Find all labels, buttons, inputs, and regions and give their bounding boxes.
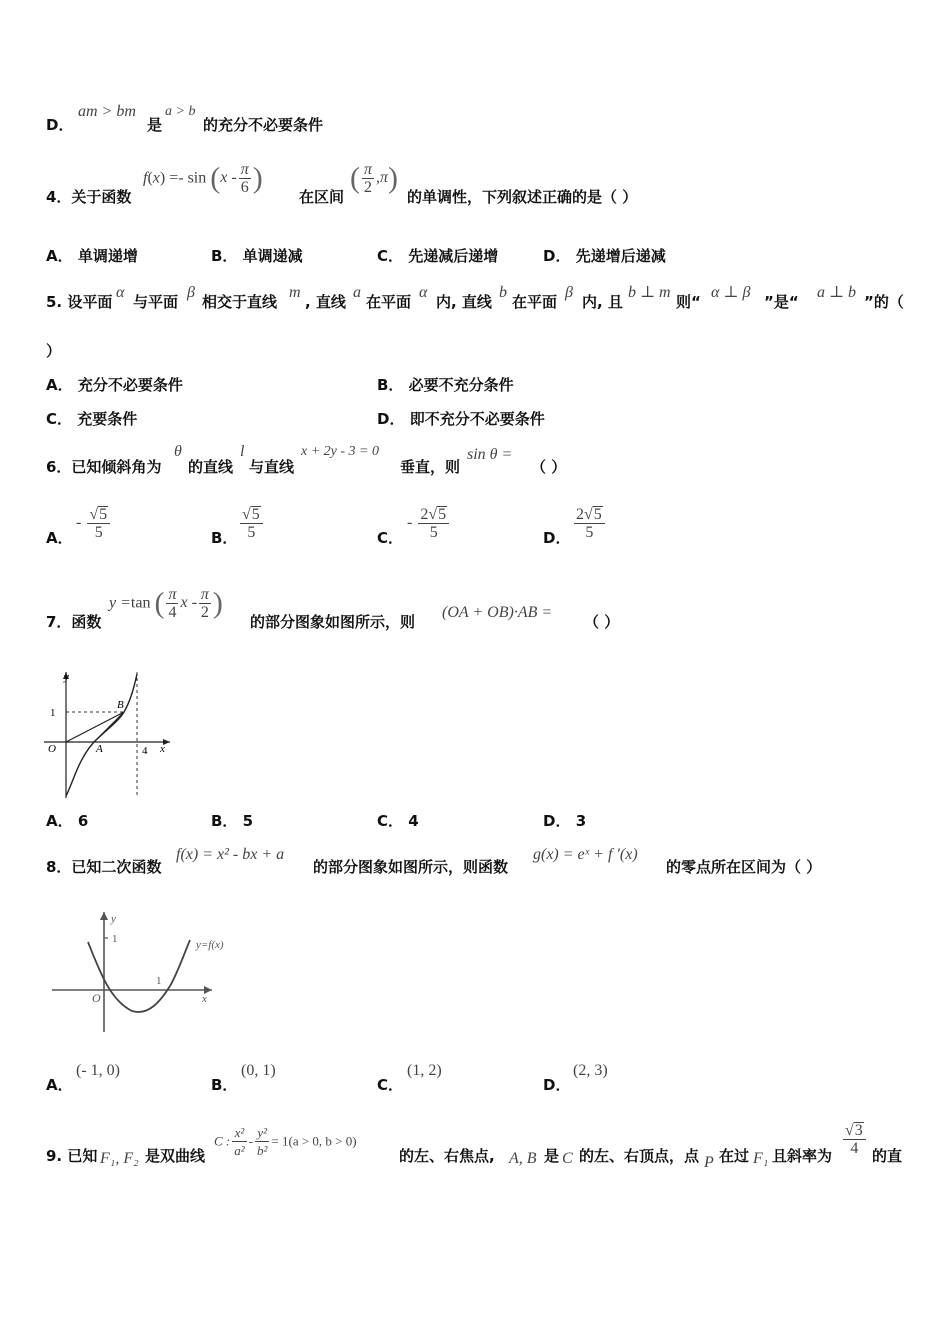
q5-option-b: B． 必要不充分条件	[377, 376, 514, 394]
q9-hyperbola: C : $\frac{\text{x²}}{\text{a²}}$ - $\frac{\text{y²}}{\text{b²}}$ = 1(a > 0, b > 0)	[214, 1125, 357, 1158]
q7-option-c: C． 4	[377, 812, 419, 830]
q9-p1: 9. 已知	[46, 1147, 98, 1165]
q5-close-paren: ）	[46, 342, 62, 360]
q8-label-x: x	[202, 993, 207, 1005]
q4-option-b: B． 单调递减	[211, 247, 303, 265]
q5-p1: 5. 设平面	[46, 293, 113, 311]
q7-vector-expr: (OA + OB)·AB =	[442, 604, 553, 621]
q6-theta: θ	[174, 443, 182, 460]
q8-option-d-value: (2, 3)	[573, 1062, 608, 1079]
q5-alpha-perp-beta: α ⊥ β	[711, 284, 751, 301]
q8-option-d-label: D．	[543, 1076, 571, 1094]
q5-a-perp-b: a ⊥ b	[817, 284, 857, 301]
q7-p2: 的部分图象如图所示，则	[250, 613, 416, 631]
q7-function: y =tan ( $\frac{\pi}{4}$ x - $\frac{\pi}{2}$ )	[109, 586, 223, 621]
q5-alpha-2: α	[419, 284, 428, 301]
q6-line-eq: x + 2y - 3 = 0	[301, 444, 379, 459]
q8-option-b-label: B．	[211, 1076, 238, 1094]
q8-label-y: y	[111, 913, 116, 925]
q4-option-a: A． 单调递增	[46, 247, 138, 265]
q4-stem-c: 的单调性，下列叙述正确的是（ ）	[407, 188, 638, 206]
q4-stem-b: 在区间	[299, 188, 345, 206]
q7-label-a: A	[96, 743, 103, 755]
q9-p5: 的左、右顶点，点	[579, 1147, 700, 1165]
q9-p4: 是	[544, 1147, 560, 1165]
q8-option-a-value: (- 1, 0)	[76, 1062, 120, 1079]
q5-option-c: C． 充要条件	[46, 410, 138, 428]
q5-p2: 与平面	[133, 293, 179, 311]
q6-p1: 6．已知倾斜角为	[46, 458, 162, 476]
q5-option-a: A． 充分不必要条件	[46, 376, 183, 394]
q8-option-b-value: (0, 1)	[241, 1062, 276, 1079]
q4-stem-a: 4．关于函数	[46, 188, 132, 206]
q9-p: P	[704, 1154, 714, 1171]
q5-alpha: α	[116, 284, 125, 301]
q6-p2: 的直线	[188, 458, 234, 476]
q7-label-1: 1	[50, 707, 56, 719]
q6-option-a-value: - $\frac{√5}{5}$	[76, 506, 112, 541]
q5-p5: 在平面	[366, 293, 412, 311]
q7-label-b: B	[117, 699, 124, 711]
q9-c: C	[562, 1150, 573, 1167]
q6-option-a-label: A．	[46, 529, 73, 547]
q9-p6: 在过	[719, 1147, 750, 1165]
q4-option-d: D． 先递增后递减	[543, 247, 666, 265]
q7-segment-ab	[94, 712, 124, 742]
q9-f1f2: F₁, F₂	[100, 1150, 139, 1167]
q7-graph	[44, 668, 174, 800]
q7-p3: （ ）	[584, 613, 620, 631]
q8-label-o: O	[92, 991, 101, 1005]
q8-y-arrow	[100, 912, 108, 920]
q7-option-d: D． 3	[543, 812, 587, 830]
q5-p11: ”的（	[864, 293, 904, 311]
q3-d-math2: a > b	[165, 104, 196, 119]
q4-function: f(x) =- sin (x - $\frac{\pi}{6}$ )	[143, 161, 263, 196]
q6-option-b-value: $\frac{√5}{5}$	[238, 506, 265, 541]
q5-p4: , 直线	[305, 293, 346, 311]
q8-label-1-y: 1	[112, 933, 118, 945]
q6-l: l	[240, 443, 245, 460]
q7-option-a: A． 6	[46, 812, 89, 830]
q9-slope: $\frac{√3}{4}$	[841, 1122, 868, 1157]
q7-p1: 7．函数	[46, 613, 102, 631]
q8-p3: 的零点所在区间为（ ）	[666, 858, 822, 876]
q5-beta: β	[187, 284, 195, 301]
q7-label-4: 4	[142, 745, 148, 757]
q9-ab: A, B	[509, 1150, 537, 1167]
q5-p6: 内, 直线	[436, 293, 492, 311]
q5-option-d: D． 即不充分不必要条件	[377, 410, 545, 428]
q8-option-c-value: (1, 2)	[407, 1062, 442, 1079]
q8-option-c-label: C．	[377, 1076, 404, 1094]
q8-option-a-label: A．	[46, 1076, 73, 1094]
q5-p10: ”是“	[764, 293, 799, 311]
q4-option-c: C． 先递减后递增	[377, 247, 499, 265]
q6-option-d-label: D．	[543, 529, 571, 547]
q5-beta-2: β	[565, 284, 573, 301]
q3-d-text: 的充分不必要条件	[203, 116, 324, 134]
q9-f1: F₁	[753, 1150, 769, 1167]
q8-graph	[48, 906, 248, 1036]
q4-interval: ( $\frac{\pi}{2}$ ,π)	[350, 161, 399, 196]
q6-sin-theta: sin θ =	[467, 446, 513, 463]
q6-p5: （ ）	[531, 458, 567, 476]
q8-p1: 8．已知二次函数	[46, 858, 162, 876]
q5-p7: 在平面	[512, 293, 558, 311]
q9-p7: 且斜率为	[772, 1147, 833, 1165]
q9-p3: 的左、右焦点,	[399, 1147, 495, 1165]
q6-option-b-label: B．	[211, 529, 238, 547]
q5-b-perp-m: b ⊥ m	[628, 284, 671, 301]
q8-label-curve: y=f(x)	[196, 939, 224, 951]
q7-label-o: O	[48, 743, 56, 755]
q6-option-d-value: $\frac{2√5}{5}$	[572, 506, 607, 541]
q5-m: m	[289, 284, 301, 301]
q6-p4: 垂直，则	[400, 458, 461, 476]
q6-option-c-label: C．	[377, 529, 404, 547]
q8-p2: 的部分图象如图所示，则函数	[313, 858, 509, 876]
q7-label-y: y	[64, 671, 69, 683]
q5-p9: 则“	[676, 293, 701, 311]
q9-p8: 的直	[872, 1147, 903, 1165]
q3-d-math1: am > bm	[78, 103, 136, 120]
q6-p3: 与直线	[249, 458, 295, 476]
q3-d-label: D．	[46, 116, 74, 134]
q8-f: f(x) = x² - bx + a	[176, 846, 285, 863]
q8-label-1-x: 1	[156, 975, 162, 987]
q9-p2: 是双曲线	[145, 1147, 206, 1165]
q5-b: b	[499, 284, 507, 301]
q7-option-b: B． 5	[211, 812, 254, 830]
q7-label-x: x	[160, 743, 165, 755]
q3-d-is: 是	[147, 116, 163, 134]
q5-p3: 相交于直线	[202, 293, 278, 311]
q5-a: a	[353, 284, 361, 301]
q7-segment-ob	[66, 712, 124, 742]
q5-p8: 内, 且	[582, 293, 623, 311]
q6-option-c-value: - $\frac{2√5}{5}$	[407, 506, 451, 541]
q8-g: g(x) = eˣ + f ′(x)	[533, 846, 638, 863]
